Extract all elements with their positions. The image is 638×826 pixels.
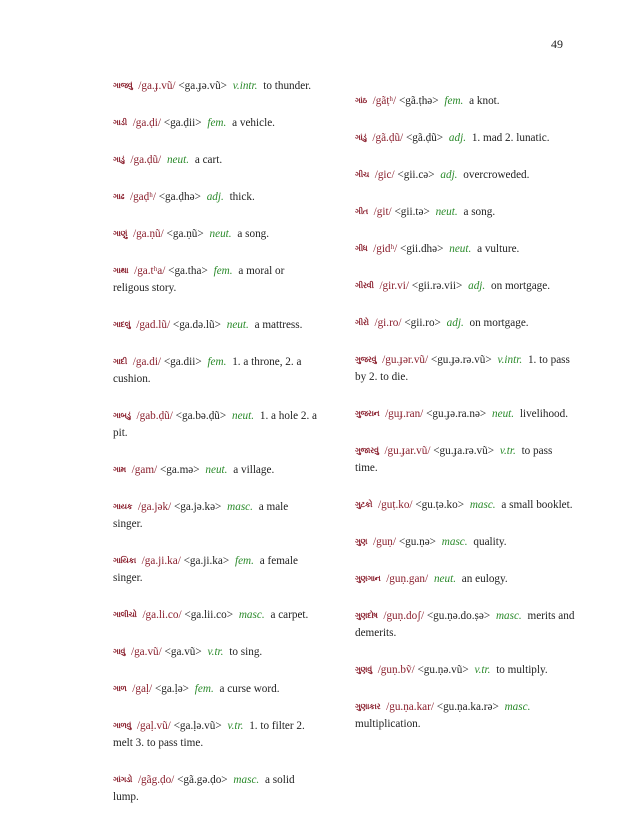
dictionary-entry xyxy=(355,351,575,386)
part-of-speech: fem. xyxy=(207,117,227,129)
phonetic-form: <ga.ṇũ> xyxy=(166,228,204,240)
part-of-speech: neut. xyxy=(209,228,232,240)
definition: to thunder. xyxy=(263,80,312,92)
part-of-speech: v.intr. xyxy=(232,80,258,92)
definition: quality. xyxy=(473,536,507,548)
dictionary-entry xyxy=(113,606,318,624)
definition: 1. a throne, 2. a cushion. xyxy=(113,356,302,385)
headword: ગાણું xyxy=(113,229,128,238)
phonetic-form: <gã.gə.ḍo> xyxy=(177,774,228,786)
headword: ગીચ xyxy=(355,170,369,179)
definition: to multiply. xyxy=(496,664,548,676)
phonetic-form: <gu.ṇə.vũ> xyxy=(417,664,469,676)
phonetic-form: <gã.ḍũ> xyxy=(405,132,444,144)
ipa-transcription: /gidʰ/ xyxy=(373,243,398,255)
dictionary-entry xyxy=(113,771,318,806)
ipa-transcription: /guɟ.ran/ xyxy=(385,408,424,420)
phonetic-form: <ga.ji.ka> xyxy=(183,555,230,567)
phonetic-form: <gu.ṭə.ko> xyxy=(415,499,465,511)
headword: ગુણદોષ xyxy=(355,611,378,620)
ipa-transcription: /guṭ.ko/ xyxy=(378,499,413,511)
ipa-transcription: /ga.jək/ xyxy=(137,501,172,513)
part-of-speech: masc. xyxy=(227,501,253,513)
part-of-speech: neut. xyxy=(492,408,515,420)
headword: ગાળ xyxy=(113,684,127,693)
definition: a carpet. xyxy=(270,609,309,621)
definition: on mortgage. xyxy=(469,317,529,329)
headword: ગાડું xyxy=(113,155,125,164)
phonetic-form: <ga.mə> xyxy=(159,464,200,476)
phonetic-form: <ga.də.lũ> xyxy=(172,319,221,331)
headword: ગુટકો xyxy=(355,500,373,509)
dictionary-entry xyxy=(355,240,575,258)
headword: ગીરો xyxy=(355,318,369,327)
dictionary-entry xyxy=(113,407,318,442)
dictionary-entry xyxy=(113,114,318,132)
definition: a small booklet. xyxy=(501,499,573,511)
definition: an eulogy. xyxy=(461,573,508,585)
dictionary-entry xyxy=(113,552,318,587)
definition: thick. xyxy=(229,191,255,203)
part-of-speech: neut. xyxy=(226,319,249,331)
ipa-transcription: /gi.ro/ xyxy=(374,317,402,329)
headword: ગાઢ xyxy=(113,192,125,201)
dictionary-entry xyxy=(113,717,318,752)
ipa-transcription: /ga.li.co/ xyxy=(142,609,182,621)
definition: 1. mad 2. lunatic. xyxy=(471,132,550,144)
dictionary-entry xyxy=(113,680,318,698)
dictionary-entry xyxy=(355,570,575,588)
definition: a mattress. xyxy=(254,319,303,331)
headword: ગુણાકાર xyxy=(355,702,381,711)
part-of-speech: v.intr. xyxy=(497,354,523,366)
headword: ગીરવી xyxy=(355,281,374,290)
phonetic-form: <gii.rə.vii> xyxy=(411,280,463,292)
headword: ગુણગાન xyxy=(355,574,381,583)
definition: to sing. xyxy=(229,646,263,658)
phonetic-form: <gu.ṇə.do.ṣə> xyxy=(426,610,491,622)
phonetic-form: <ga.ḷə.vũ> xyxy=(173,720,222,732)
part-of-speech: masc. xyxy=(495,610,522,622)
part-of-speech: fem. xyxy=(234,555,254,567)
ipa-transcription: /ga.vũ/ xyxy=(130,646,162,658)
dictionary-entry xyxy=(113,151,318,169)
dictionary-entry xyxy=(113,498,318,533)
definition: a male singer. xyxy=(113,501,289,530)
ipa-transcription: /gic/ xyxy=(374,169,395,181)
headword: ગાડી xyxy=(113,118,127,127)
definition: a female singer. xyxy=(113,555,298,584)
phonetic-form: <gã.ṭhə> xyxy=(398,95,439,107)
part-of-speech: neut. xyxy=(166,154,190,166)
headword: ગુજારવું xyxy=(355,446,379,455)
headword: ગુજરવું xyxy=(355,355,377,364)
dictionary-entry xyxy=(355,442,575,477)
ipa-transcription: /gir.vi/ xyxy=(379,280,409,292)
part-of-speech: masc. xyxy=(238,609,265,621)
part-of-speech: neut. xyxy=(205,464,228,476)
part-of-speech: neut. xyxy=(232,410,255,422)
definition: a moral or religous story. xyxy=(113,265,285,294)
phonetic-form: <gu.ɟə.ra.nə> xyxy=(426,408,487,420)
ipa-transcription: /guṇ.doʃ/ xyxy=(383,610,425,622)
headword: ગાદલું xyxy=(113,320,131,329)
definition: to pass time. xyxy=(355,445,553,474)
headword: ગાંડું xyxy=(355,133,367,142)
ipa-transcription: /guṇ.gan/ xyxy=(386,573,429,585)
definition: multiplication. xyxy=(355,718,421,730)
dictionary-entry xyxy=(113,225,318,243)
page-number: 49 xyxy=(551,37,563,51)
definition: 1. a hole 2. a pit. xyxy=(113,410,318,439)
ipa-transcription: /guṇ.bṽ/ xyxy=(377,664,415,676)
phonetic-form: <gii.cə> xyxy=(397,169,435,181)
part-of-speech: adj. xyxy=(468,280,486,292)
definition: a cart. xyxy=(194,154,223,166)
part-of-speech: neut. xyxy=(435,206,458,218)
phonetic-form: <gii.dhə> xyxy=(400,243,444,255)
dictionary-entry xyxy=(355,496,575,514)
phonetic-form: <ga.ɟə.vũ> xyxy=(178,80,227,92)
headword: ગાબડું xyxy=(113,411,131,420)
ipa-transcription: /gam/ xyxy=(131,464,158,476)
definition: on mortgage. xyxy=(490,280,551,292)
headword: ગુણ xyxy=(355,537,368,546)
part-of-speech: adj. xyxy=(206,191,224,203)
ipa-transcription: /ga.ḍũ/ xyxy=(130,154,162,166)
phonetic-form: <ga.jə.kə> xyxy=(173,501,222,513)
definition: a solid lump. xyxy=(113,774,295,803)
headword: ગાળવું xyxy=(113,721,132,730)
part-of-speech: masc. xyxy=(469,499,496,511)
headword: ગાવું xyxy=(113,647,126,656)
dictionary-entry xyxy=(355,698,575,733)
ipa-transcription: /gaḍʰ/ xyxy=(129,191,156,203)
part-of-speech: fem. xyxy=(207,356,227,368)
phonetic-form: <ga.ḷə> xyxy=(154,683,189,695)
definition: 1. to filter 2. melt 3. to pass time. xyxy=(113,720,305,749)
part-of-speech: v.tr. xyxy=(207,646,224,658)
part-of-speech: adj. xyxy=(448,132,467,144)
headword: ગામ xyxy=(113,465,126,474)
dictionary-entry xyxy=(113,461,318,479)
headword: ગાંગડો xyxy=(113,775,133,784)
dictionary-entry xyxy=(355,314,575,332)
ipa-transcription: /gad.lũ/ xyxy=(136,319,171,331)
phonetic-form: <ga.bə.ḍũ> xyxy=(175,410,227,422)
dictionary-entry xyxy=(113,643,318,661)
ipa-transcription: /ga.ṇũ/ xyxy=(132,228,164,240)
part-of-speech: masc. xyxy=(233,774,260,786)
definition: livelihood. xyxy=(519,408,569,420)
headword: ગાથા xyxy=(113,266,129,275)
ipa-transcription: /gã.ḍũ/ xyxy=(372,132,404,144)
ipa-transcription: /gãṭʰ/ xyxy=(372,95,397,107)
ipa-transcription: /git/ xyxy=(373,206,392,218)
definition: a vulture. xyxy=(477,243,520,255)
ipa-transcription: /gu.ɟar.vũ/ xyxy=(384,445,431,457)
ipa-transcription: /guṇ/ xyxy=(373,536,397,548)
ipa-transcription: /ga.ji.ka/ xyxy=(141,555,181,567)
part-of-speech: v.tr. xyxy=(474,664,491,676)
phonetic-form: <ga.ḍhə> xyxy=(158,191,201,203)
phonetic-form: <ga.tha> xyxy=(168,265,208,277)
part-of-speech: v.tr. xyxy=(499,445,516,457)
phonetic-form: <gu.ɟə.rə.vũ> xyxy=(430,354,492,366)
headword: ગીત xyxy=(355,207,368,216)
phonetic-form: <gu.ɟa.rə.vũ> xyxy=(433,445,495,457)
definition: a song. xyxy=(463,206,496,218)
phonetic-form: <gii.ro> xyxy=(404,317,441,329)
phonetic-form: <ga.dii> xyxy=(163,356,202,368)
dictionary-entry xyxy=(113,188,318,206)
dictionary-entry xyxy=(355,277,575,295)
headword: ગાલીચો xyxy=(113,610,137,619)
ipa-transcription: /gãg.ḍo/ xyxy=(137,774,175,786)
ipa-transcription: /ga.ḍi/ xyxy=(132,117,161,129)
part-of-speech: v.tr. xyxy=(227,720,244,732)
part-of-speech: fem. xyxy=(194,683,214,695)
dictionary-entry xyxy=(355,92,575,110)
phonetic-form: <gu.ṇə> xyxy=(398,536,436,548)
part-of-speech: neut. xyxy=(433,573,456,585)
part-of-speech: adj. xyxy=(440,169,458,181)
definition: a curse word. xyxy=(219,683,280,695)
ipa-transcription: /ga.tʰa/ xyxy=(134,265,166,277)
part-of-speech: fem. xyxy=(213,265,233,277)
phonetic-form: <gu.ṇa.ka.rə> xyxy=(436,701,499,713)
definition: overcroweded. xyxy=(463,169,530,181)
dictionary-entry xyxy=(355,166,575,184)
headword: ગાયિકા xyxy=(113,556,136,565)
ipa-transcription: /ga.di/ xyxy=(132,356,162,368)
dictionary-entry xyxy=(113,316,318,334)
definition: a song. xyxy=(237,228,270,240)
headword: ગાજવું xyxy=(113,81,133,90)
dictionary-entry xyxy=(355,405,575,423)
phonetic-form: <ga.ḍii> xyxy=(163,117,202,129)
headword: ગુણવું xyxy=(355,665,372,674)
headword: ગુજરાન xyxy=(355,409,380,418)
dictionary-entry xyxy=(355,203,575,221)
headword: ગાદી xyxy=(113,357,127,366)
left-column xyxy=(113,77,318,825)
dictionary-entry xyxy=(113,262,318,297)
headword: ગાંઠ xyxy=(355,96,367,105)
phonetic-form: <ga.lii.co> xyxy=(184,609,234,621)
dictionary-entry xyxy=(355,129,575,147)
ipa-transcription: /gab.ḍũ/ xyxy=(136,410,173,422)
ipa-transcription: /gu.ɟər.vũ/ xyxy=(382,354,429,366)
ipa-transcription: /gaḷ/ xyxy=(132,683,153,695)
definition: 1. to pass by 2. to die. xyxy=(355,354,570,383)
phonetic-form: <ga.vũ> xyxy=(164,646,202,658)
part-of-speech: fem. xyxy=(444,95,464,107)
ipa-transcription: /gu.ṇa.kar/ xyxy=(386,701,434,713)
part-of-speech: adj. xyxy=(446,317,464,329)
headword: ગાયક xyxy=(113,502,133,511)
dictionary-entry xyxy=(355,607,575,642)
dictionary-entry xyxy=(113,353,318,388)
dictionary-entry xyxy=(113,77,318,95)
headword: ગીધ xyxy=(355,244,368,253)
definition: merits and demerits. xyxy=(355,610,575,639)
dictionary-entry xyxy=(355,661,575,679)
dictionary-entry xyxy=(355,533,575,551)
ipa-transcription: /ga.ɟ.vũ/ xyxy=(138,80,176,92)
definition: a village. xyxy=(233,464,275,476)
right-column xyxy=(355,92,575,752)
phonetic-form: <gii.tə> xyxy=(394,206,430,218)
definition: a knot. xyxy=(469,95,500,107)
definition: a vehicle. xyxy=(232,117,275,129)
part-of-speech: masc. xyxy=(441,536,468,548)
part-of-speech: neut. xyxy=(449,243,472,255)
ipa-transcription: /gaḷ.vũ/ xyxy=(136,720,171,732)
part-of-speech: masc. xyxy=(504,701,531,713)
